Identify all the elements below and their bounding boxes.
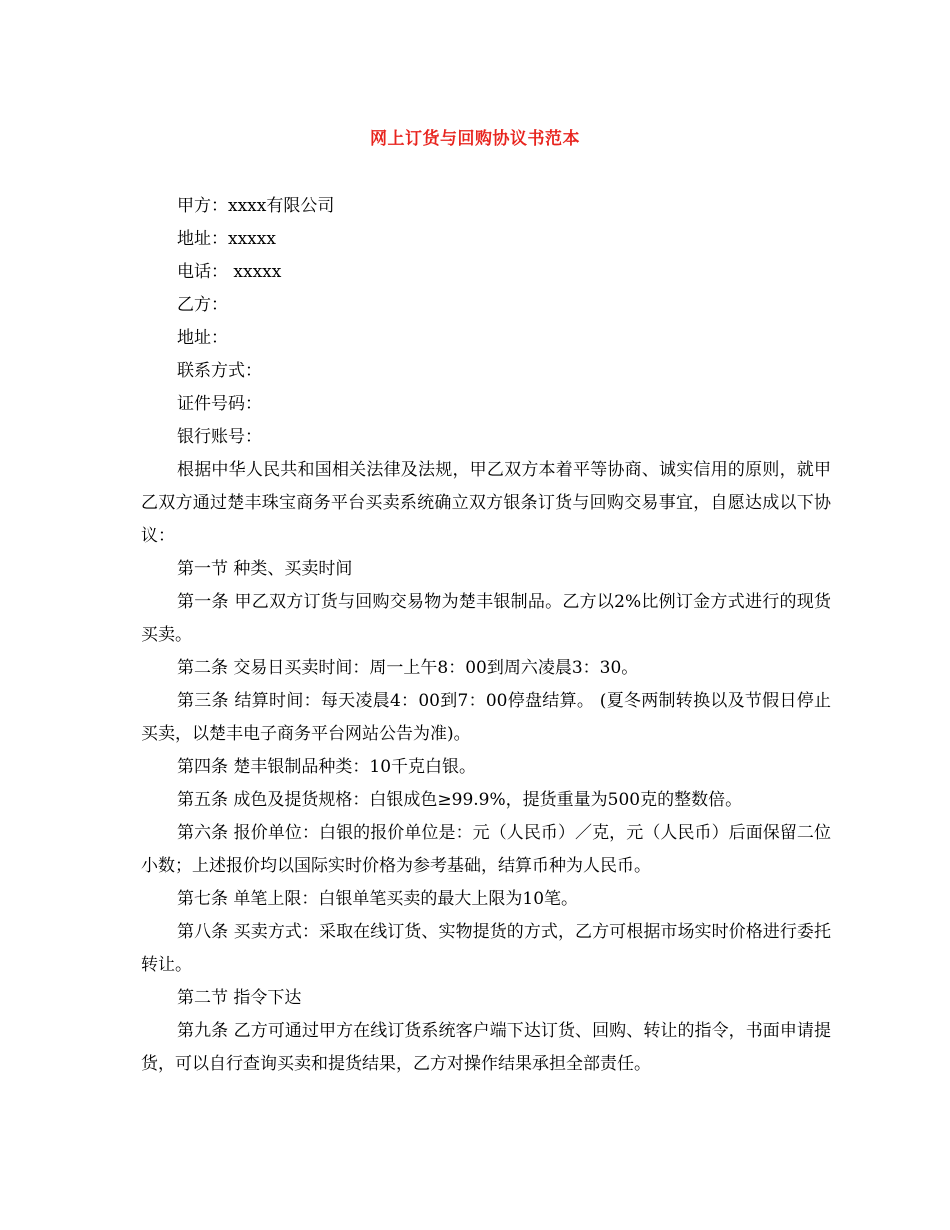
article-7: 第七条 单笔上限：白银单笔买卖的最大上限为10笔。	[177, 889, 579, 909]
document-body	[141, 190, 831, 1081]
party-b-name: 乙方：	[177, 295, 228, 315]
article-5: 第五条 成色及提货规格：白银成色≥99.9%，提货重量为500克的整数倍。	[177, 790, 743, 810]
article-6: 第六条 报价单位：白银的报价单位是：元（人民币）／克，元（人民币）后面保留二位小数；上述报价均以国际实时价格为参考基础，结算币种为人民币。	[141, 823, 831, 876]
article-1: 第一条 甲乙双方订货与回购交易物为楚丰银制品。乙方以2%比例订金方式进行的现货买卖。	[141, 592, 831, 645]
party-a-phone: 电话： xxxxx	[177, 262, 282, 282]
article-4: 第四条 楚丰银制品种类：10千克白银。	[177, 757, 477, 777]
party-a-name: 甲方：xxxx有限公司	[177, 196, 335, 216]
party-b-address: 地址：	[177, 328, 228, 348]
party-b-id-number: 证件号码：	[177, 394, 262, 414]
intro-paragraph: 根据中华人民共和国相关法律及法规，甲乙双方本着平等协商、诚实信用的原则，就甲乙双方通过楚丰珠宝商务平台买卖系统确立双方银条订货与回购交易事宜，自愿达成以下协议：	[141, 460, 831, 546]
party-a-address: 地址：xxxxx	[177, 229, 276, 249]
party-b-bank-account: 银行账号：	[177, 427, 262, 447]
article-9: 第九条 乙方可通过甲方在线订货系统客户端下达订货、回购、转让的指令，书面申请提货，可以自行查询买卖和提货结果，乙方对操作结果承担全部责任。	[141, 1021, 831, 1074]
party-b-contact: 联系方式：	[177, 361, 262, 381]
section-heading-2: 第二节 指令下达	[177, 988, 302, 1008]
article-3: 第三条 结算时间：每天凌晨4：00到7：00停盘结算。 (夏冬两制转换以及节假日停止买卖，以楚丰电子商务平台网站公告为准)。	[141, 691, 831, 744]
article-8: 第八条 买卖方式：采取在线订货、实物提货的方式，乙方可根据市场实时价格进行委托转让。	[141, 922, 831, 975]
article-2: 第二条 交易日买卖时间：周一上午8：00到周六凌晨3：30。	[177, 658, 639, 678]
document-title: 网上订货与回购协议书范本	[370, 129, 580, 149]
section-heading-1: 第一节 种类、买卖时间	[177, 559, 353, 579]
